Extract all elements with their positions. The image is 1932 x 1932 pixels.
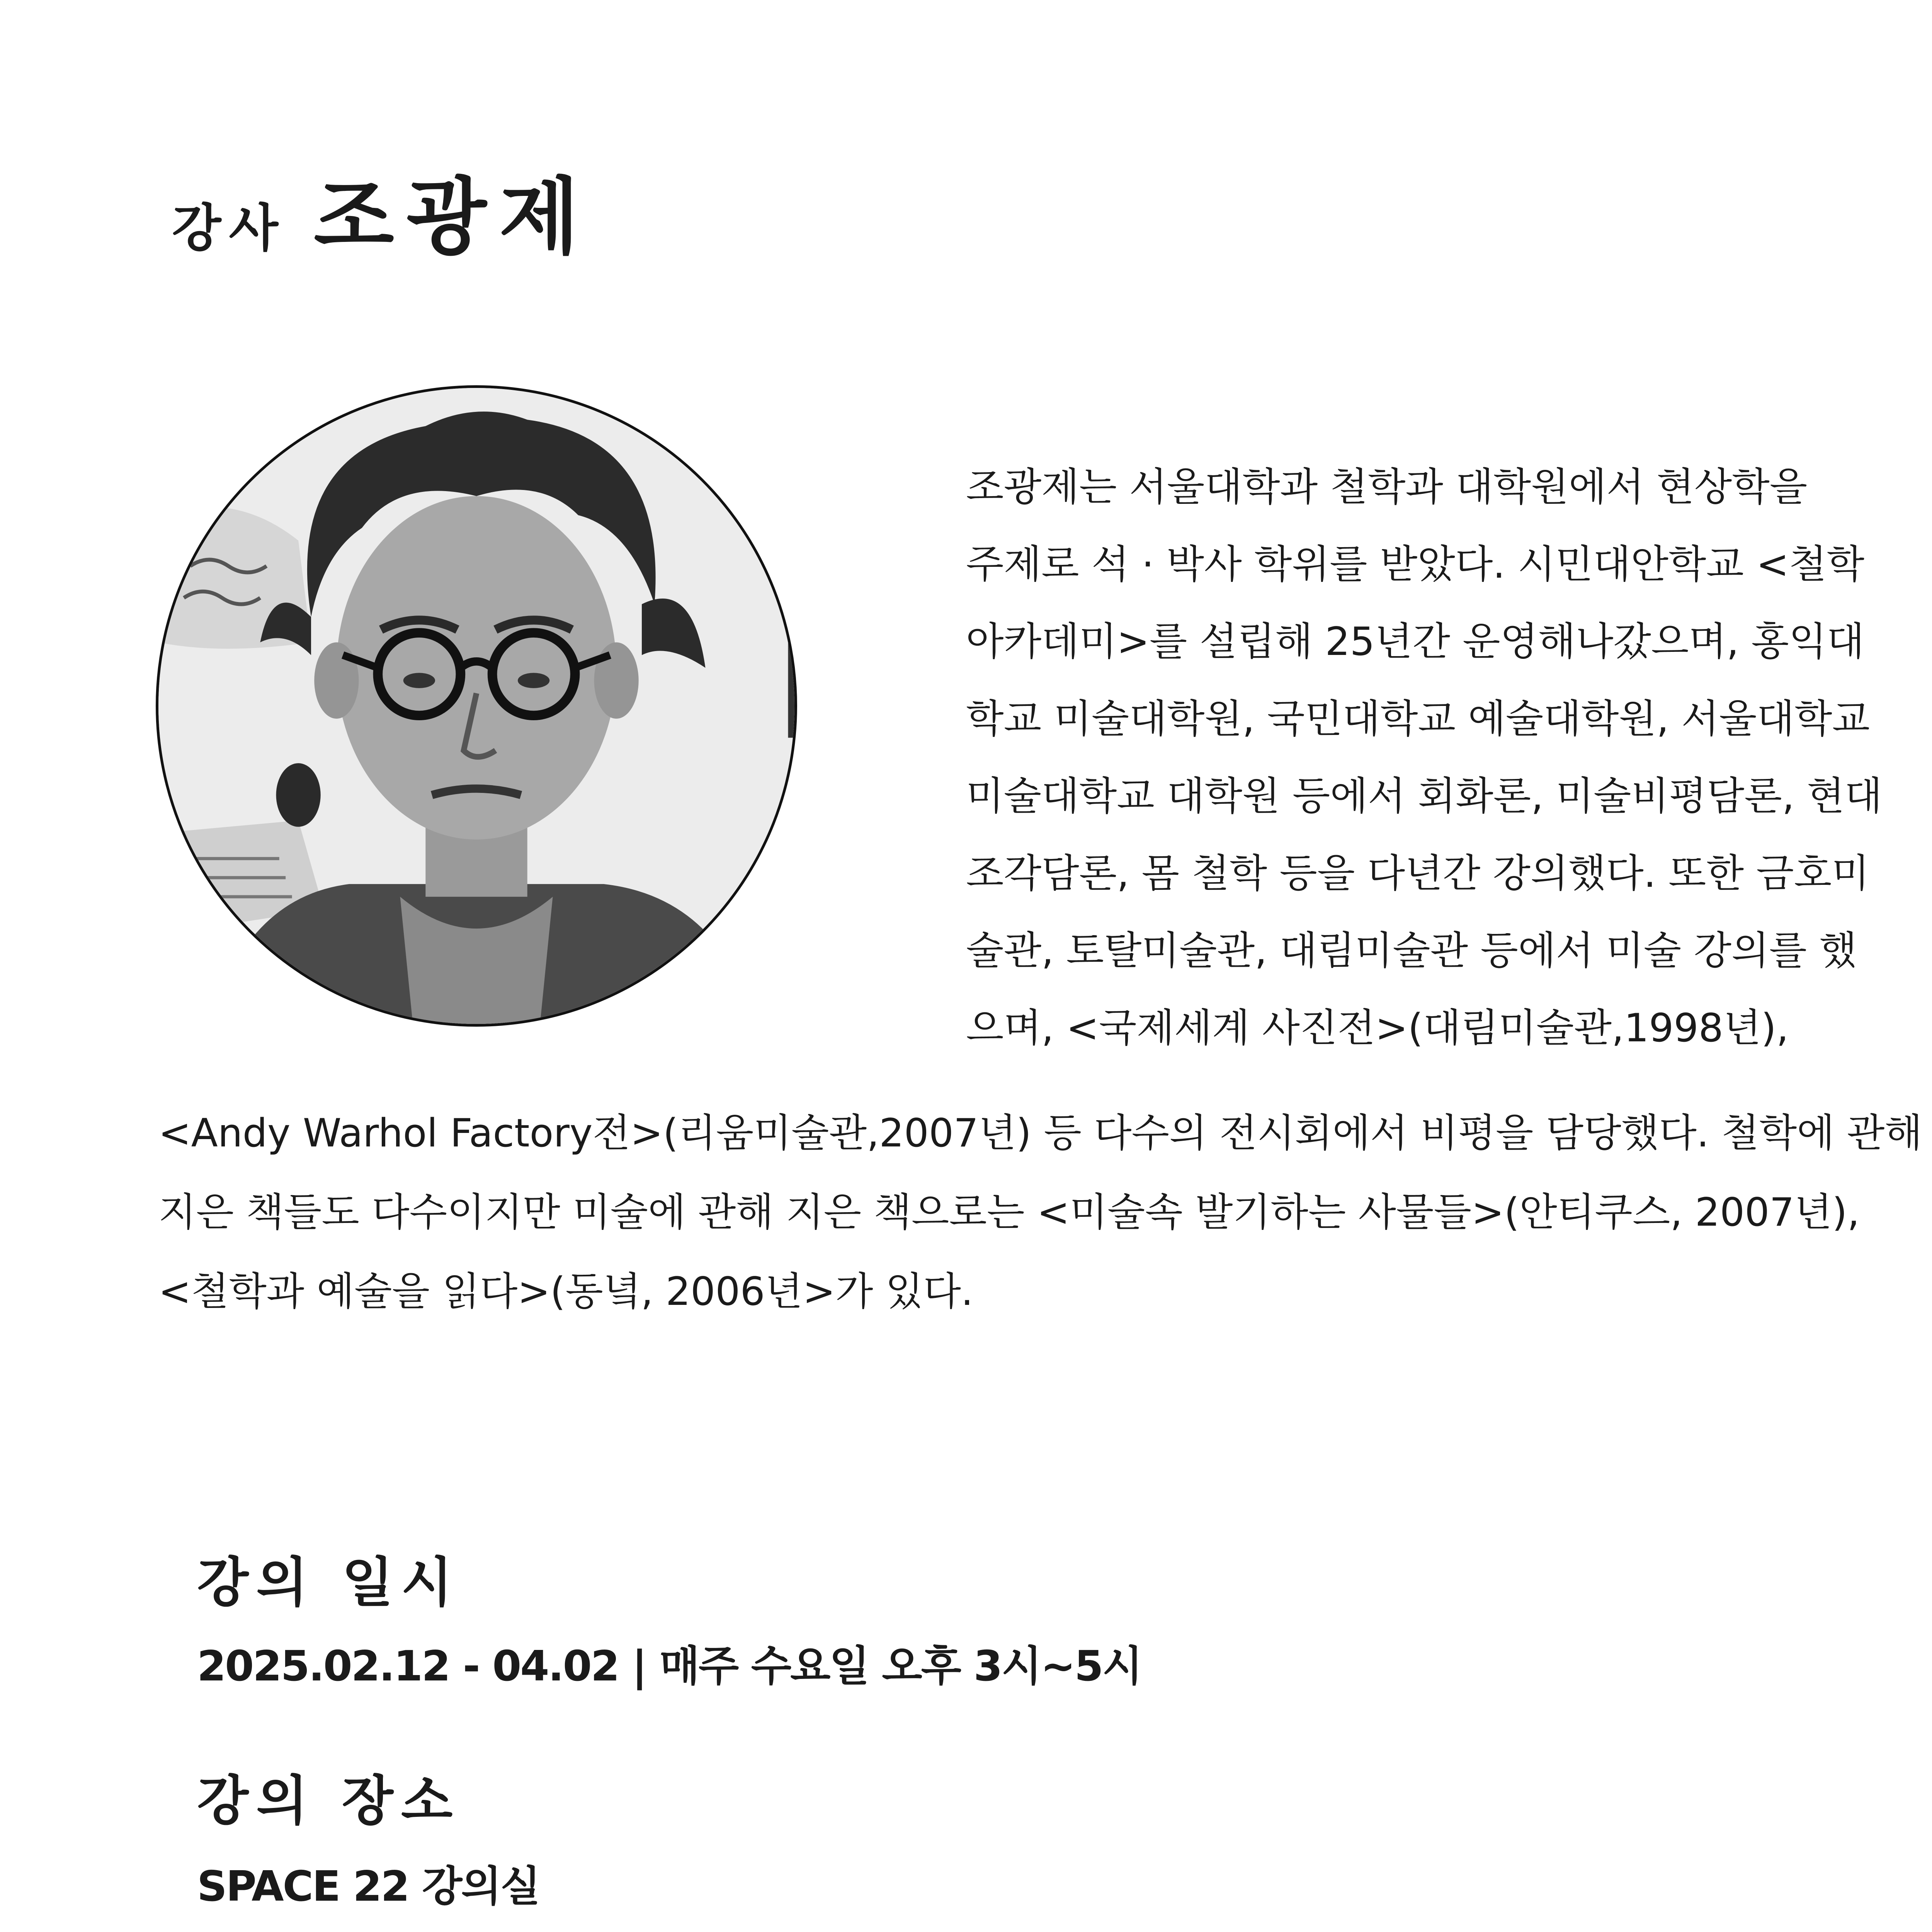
location-title: 강의 장소 <box>197 1770 461 1832</box>
bio-text-beside-photo: 조광제는 서울대학과 철학과 대학원에서 현상학을 주제로 석 · 박사 학위를 받았다. 시민대안학교 <철학 아카데미>를 설립해 25년간 운영해나갔으며, 홍익대 학교 미술대학원, 국민대학교 예술대학원, 서울대학교 미술대학교 대학원 등에서 회화론, 미술비평담론, 현대 조각담론, 몸 철학 등을 다년간 강의했다. 또한 금호미 술관, 토탈미술관, 대림미술관 등에서 미술 강의를 했 으며, <국제세계 사진전>(대림미술관,1998년), <box>966 464 1883 1051</box>
lecturer-label: 강사 <box>172 199 286 258</box>
lecturer-header <box>172 151 592 270</box>
location-value: SPACE 22 강의실 <box>197 1862 540 1911</box>
portrait-illustration <box>158 388 794 1024</box>
schedule-title: 강의 일시 <box>197 1551 461 1614</box>
bio-text-full-width: <Andy Warhol Factory전>(리움미술관,2007년) 등 다수의 전시회에서 비평을 담당했다. 철학에 관해 지은 책들도 다수이지만 미술에 관해 지은 책으로는 <미술속 발기하는 사물들>(안티쿠스, 2007년), <철학과 예술을 읽다>(동녘, 2006년>가 있다. <box>158 1110 1922 1314</box>
schedule-value: 2025.02.12 - 04.02 | 매주 수요일 오후 3시~5시 <box>197 1642 1142 1690</box>
lecturer-portrait <box>156 385 797 1027</box>
lecturer-name: 조광제 <box>314 168 592 265</box>
